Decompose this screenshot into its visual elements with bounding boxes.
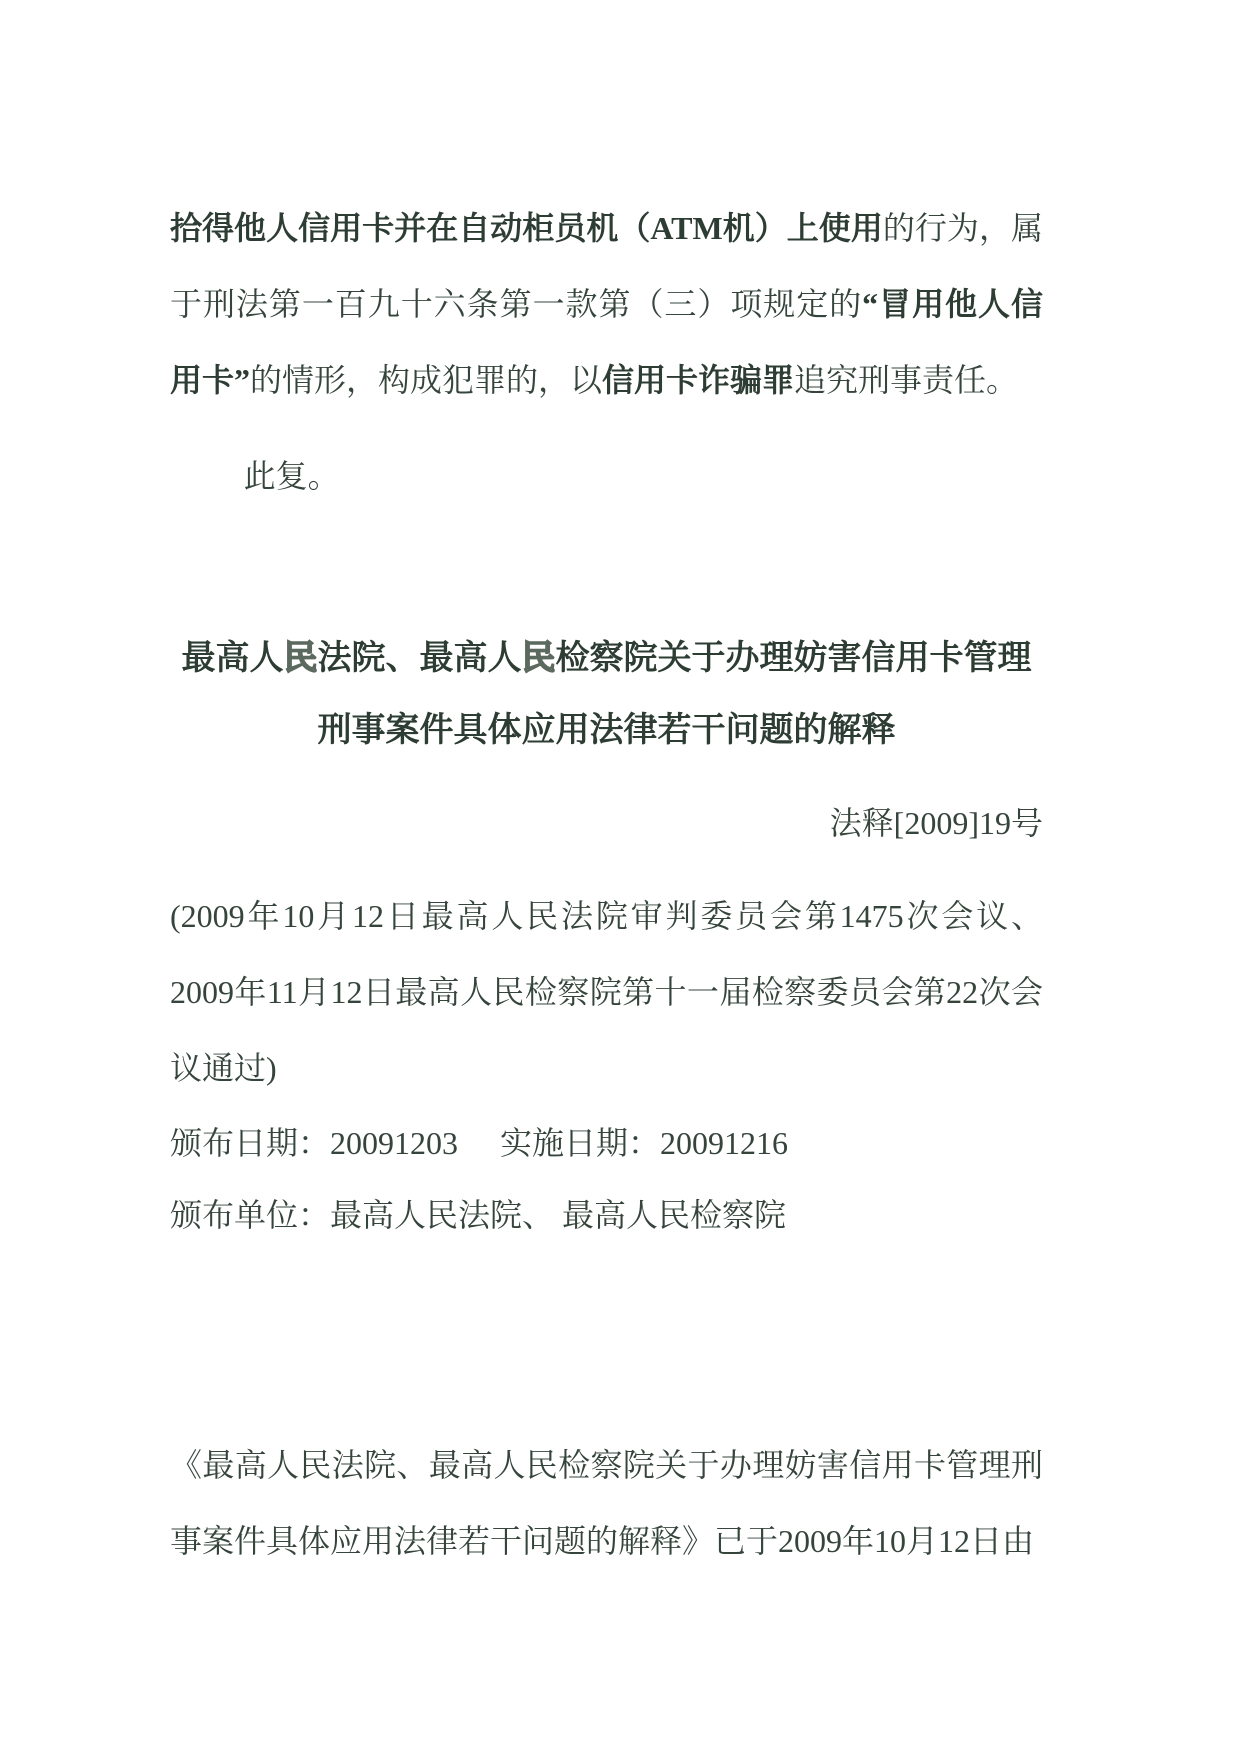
announcement-paragraph: 《最高人民法院、最高人民检察院关于办理妨害信用卡管理刑事案件具体应用法律若干问题的解释》已于2009年10月12日由 (170, 1447, 1043, 1559)
adoption-note: (2009年10月12日最高人民法院审判委员会第1475次会议、2009年11月12日最高人民检察院第十一届检察委员会第22次会议通过) (170, 898, 1043, 1086)
text-run-normal: 的行为，属于刑法第一百九十六条第一款第（三）项规定的 (170, 210, 1043, 322)
meta-dates-line (170, 1108, 1043, 1178)
reply-closing: 此复。 (243, 458, 340, 494)
meta-issuer-line (170, 1180, 1043, 1250)
reply-paragraph (170, 190, 1043, 418)
effective-date-label: 实施日期： (500, 1125, 661, 1161)
text-run-normal: 追究刑事责任。 (794, 362, 1019, 398)
document-title (170, 623, 1043, 767)
text-run-hollow: 民 (283, 640, 318, 677)
issuer-value: 最高人民法院、 最高人民检察院 (330, 1197, 787, 1233)
text-run-bold: 检察院关于办理妨害信用卡管理刑事案件具体应用法律若干问题的解释 (317, 640, 1032, 749)
effective-date-value: 20091216 (660, 1125, 789, 1161)
text-run-hollow: 民 (521, 640, 556, 677)
issuer-label: 颁布单位： (170, 1197, 331, 1233)
text-run-bold: “冒用他人信用卡” (170, 286, 1043, 398)
document-number: 法释[2009]19号 (829, 805, 1043, 841)
text-run-bold: 拾得他人信用卡并在自动柜员机（ATM机）上使用 (170, 210, 883, 246)
text-run-bold: 法院、最高人 (317, 640, 522, 677)
text-run-bold: 最高人 (181, 640, 284, 677)
issue-date-label: 颁布日期： (170, 1125, 331, 1161)
text-run-bold: 信用卡诈骗罪 (602, 362, 795, 398)
issue-date-value: 20091203 (330, 1125, 459, 1161)
text-run-normal: 的情形，构成犯罪的，以 (250, 362, 603, 398)
